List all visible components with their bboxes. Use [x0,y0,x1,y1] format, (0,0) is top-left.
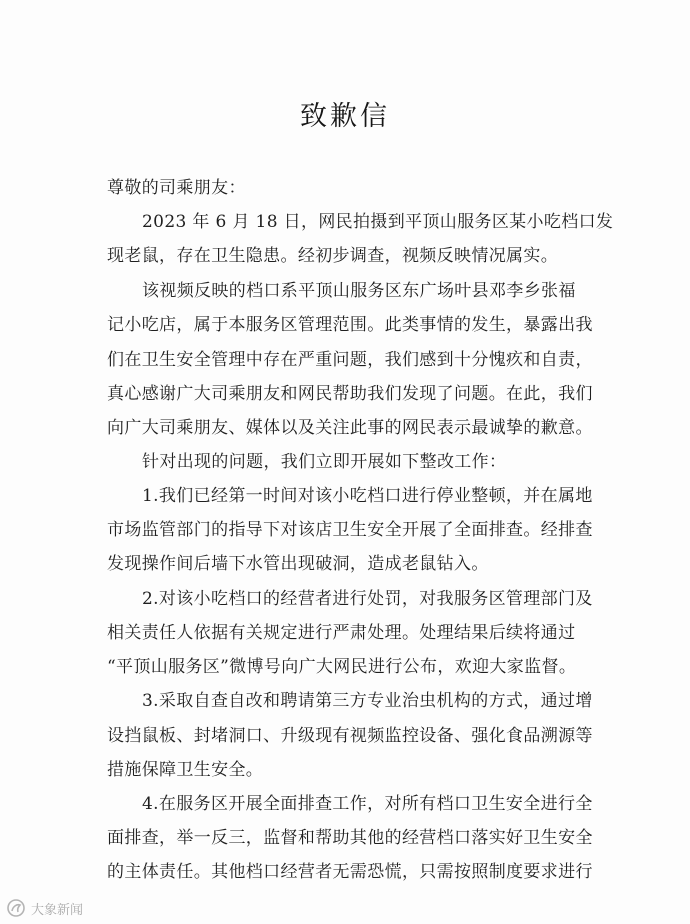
watermark-logo-icon [6,898,26,918]
paragraph-line: 的主体责任。其他档口经营者无需恐慌，只需按照制度要求进行 [107,862,593,882]
watermark [6,898,83,918]
paragraph-line: 向广大司乘朋友、媒体以及关注此事的网民表示最诚挚的歉意。 [107,418,593,438]
paragraph-line: 2.对该小吃档口的经营者进行处罚，对我服务区管理部门及 [142,589,593,609]
document-title: 致歉信 [300,101,390,132]
paragraph-line: 现老鼠，存在卫生隐患。经初步调查，视频反映情况属实。 [107,246,559,266]
paragraph-line: 发现操作间后墙下水管出现破洞，造成老鼠钻入。 [107,554,489,574]
paragraph-line: 2023 年 6 月 18 日，网民拍摄到平顶山服务区某小吃档口发 [142,212,614,232]
paragraph-line: 3.采取自查自改和聘请第三方专业治虫机构的方式，通过增 [142,691,593,711]
paragraph-line: 该视频反映的档口系平顶山服务区东广场叶县邓李乡张福 [142,281,576,301]
paragraph-line: 设挡鼠板、封堵洞口、升级现有视频监控设备、强化食品溯源等 [107,726,593,746]
salutation: 尊敬的司乘朋友： [107,178,246,198]
paragraph-line: 措施保障卫生安全。 [107,760,264,780]
paragraph-line: 市场监管部门的指导下对该店卫生安全开展了全面排查。经排查 [107,520,593,540]
paragraph-line: 1.我们已经第一时间对该小吃档口进行停业整顿，并在属地 [142,486,593,506]
paragraph-line: 面排查，举一反三，监督和帮助其他的经营档口落实好卫生安全 [107,828,593,848]
paragraph-line: 相关责任人依据有关规定进行严肃处理。处理结果后续将通过 [107,623,576,643]
paragraph-line: 记小吃店，属于本服务区管理范围。此类事情的发生，暴露出我 [107,315,593,335]
watermark-text: 大象新闻 [31,902,84,918]
paragraph-line: “平顶山服务区”微博号向广大网民进行公布，欢迎大家监督。 [107,657,577,677]
paragraph-line: 们在卫生安全管理中存在严重问题，我们感到十分愧疚和自责， [107,350,593,370]
paragraph-line: 4.在服务区开展全面排查工作，对所有档口卫生安全进行全 [142,794,593,814]
paragraph-line: 针对出现的问题，我们立即开展如下整改工作： [142,452,507,472]
paragraph-line: 真心感谢广大司乘朋友和网民帮助我们发现了问题。在此，我们 [107,384,593,404]
